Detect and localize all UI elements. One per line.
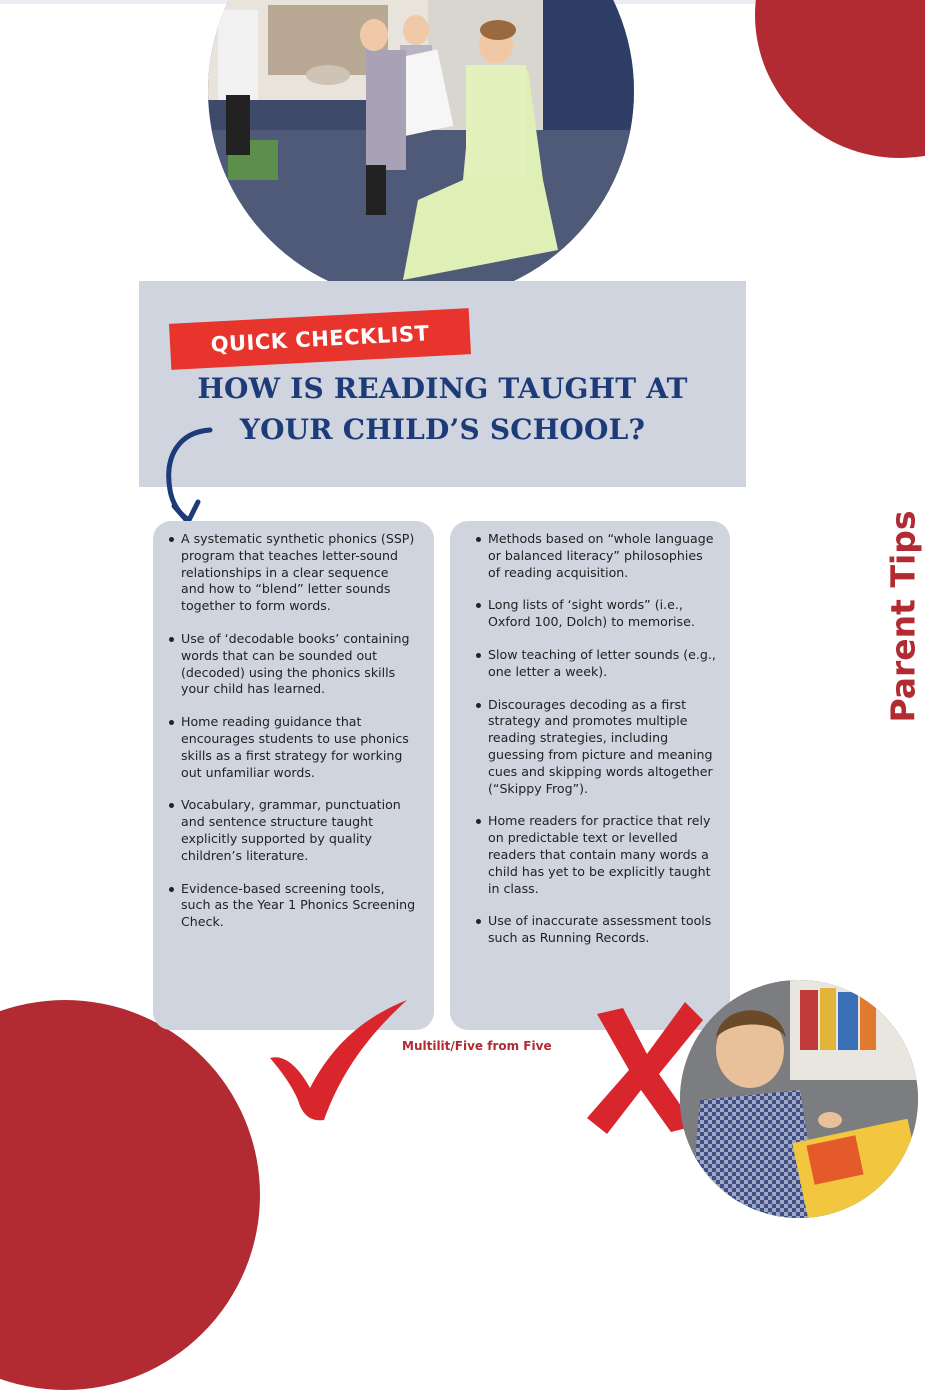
recommended-practices-card xyxy=(153,521,434,1030)
list-item: Methods based on “whole language or balanced literacy” philosophies of reading acquisition. xyxy=(488,531,716,581)
recommended-list xyxy=(165,531,416,931)
quick-checklist-tag: QUICK CHECKLIST xyxy=(169,308,471,370)
classroom-photo xyxy=(208,0,634,302)
list-item: Use of ‘decodable books’ containing words that can be sounded out (decoded) using the phonics skills your child has learned. xyxy=(181,631,416,698)
list-item: Discourages decoding as a first strategy and promotes multiple reading strategies, including guessing from picture and meaning cues and skipping words altogether (“Skippy Frog”). xyxy=(488,697,716,798)
list-item: Home reading guidance that encourages students to use phonics skills as a first strategy for working out unfamiliar words. xyxy=(181,714,416,781)
decorative-circle-bottom-left xyxy=(0,1000,260,1390)
check-mark-icon xyxy=(262,996,412,1126)
list-item: Use of inaccurate assessment tools such as Running Records. xyxy=(488,913,716,947)
not-recommended-list xyxy=(472,531,716,947)
child-reading-photo xyxy=(680,980,918,1218)
not-recommended-practices-card xyxy=(450,521,730,1030)
title-line-1: HOW IS READING TAUGHT AT xyxy=(197,372,688,405)
list-item: Evidence-based screening tools, such as the Year 1 Phonics Screening Check. xyxy=(181,880,416,930)
list-item: Vocabulary, grammar, punctuation and sentence structure taught explicitly supported by quality children’s literature. xyxy=(181,797,416,864)
list-item: Home readers for practice that rely on predictable text or levelled readers that contain many words a child has yet to be explicitly taught in class. xyxy=(488,813,716,897)
curved-arrow-icon xyxy=(160,420,220,530)
decorative-circle-top-right xyxy=(755,0,925,158)
parent-tips-label: Parent Tips xyxy=(883,509,923,723)
parent-tips-tab xyxy=(880,500,925,732)
list-item: A systematic synthetic phonics (SSP) program that teaches letter-sound relationships in a clear sequence and how to “blend” letter sounds together to form words. xyxy=(181,531,415,614)
list-item: Long lists of ‘sight words” (i.e., Oxford 100, Dolch) to memorise. xyxy=(488,597,716,631)
list-item: Slow teaching of letter sounds (e.g., one letter a week). xyxy=(488,646,716,679)
page-title xyxy=(139,368,746,450)
title-line-2: YOUR CHILD’S SCHOOL? xyxy=(239,413,646,446)
source-credit: Multilit/Five from Five xyxy=(402,1039,552,1053)
